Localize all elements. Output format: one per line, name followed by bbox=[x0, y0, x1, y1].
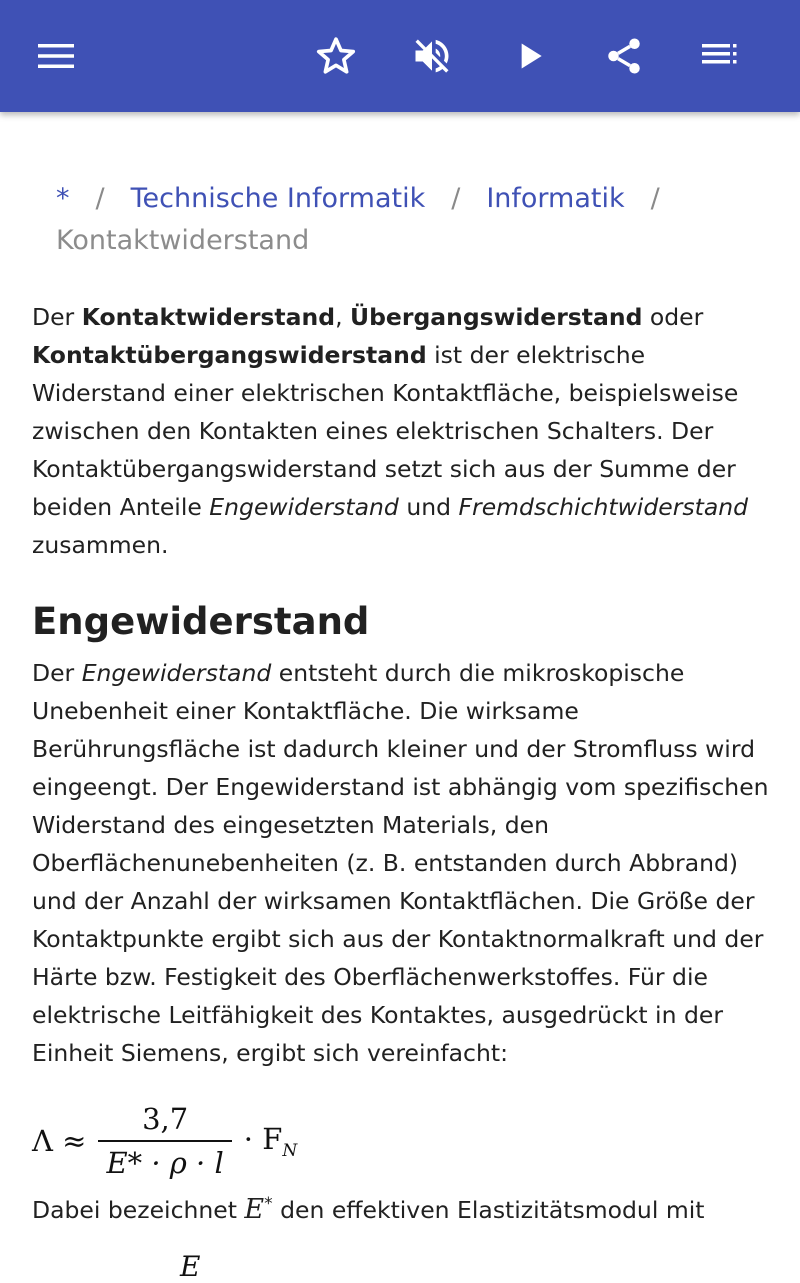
toc-button[interactable] bbox=[692, 28, 748, 84]
section-paragraph: Der Engewiderstand entsteht durch die mikroskopische Unebenheit einer Kontaktfläche. Die wirksame Berührungsfläche ist dadurch kleiner und der Stromfluss wird eingeengt. Der Engewiderstand ist abhängig vom spezifischen Widerstand des eingesetzten Materials, den Oberflächenunebenheiten (z. B. entstanden durch Abbrand) und der Anzahl der wirksamen Kontaktflächen. Die Größe der Kontaktpunkte ergibt sich aus der Kontaktnormalkraft und der Härte bzw. Festigkeit des Oberflächenwerkstoffes. Für die elektrische Leitfähigkeit des Kontaktes, ausgedrückt in der Einheit Siemens, ergibt sich vereinfacht: bbox=[32, 659, 769, 1067]
mute-button[interactable] bbox=[404, 28, 460, 84]
breadcrumb bbox=[56, 178, 776, 262]
app-bar bbox=[0, 0, 800, 112]
breadcrumb-separator: / bbox=[650, 183, 660, 214]
intro-paragraph: Der Kontaktwiderstand, Übergangswiderstand oder Kontaktübergangswiderstand ist der elektrische Widerstand einer elektrischen Kontaktfläche, beispielsweise zwischen den Kontakten eines elektrischen Schalters. Der Kontaktübergangswiderstand setzt sich aus der Summe der beiden Anteile Engewiderstand und Fremdschichtwiderstand zusammen. bbox=[32, 303, 749, 559]
favorite-button[interactable] bbox=[308, 28, 364, 84]
formula-lhs: Λ ≈ bbox=[32, 1124, 87, 1158]
breadcrumb-link-home[interactable]: * bbox=[56, 183, 70, 214]
breadcrumb-separator: / bbox=[451, 183, 461, 214]
menu-button[interactable] bbox=[28, 28, 84, 84]
play-button[interactable] bbox=[502, 28, 558, 84]
formula-partial: E bbox=[180, 1250, 201, 1283]
formula-rhs: · $F_N$ bbox=[243, 1121, 298, 1161]
formula-denominator: E* · ρ · l bbox=[98, 1140, 231, 1180]
breadcrumb-current: Kontaktwiderstand bbox=[56, 225, 310, 256]
formula-fraction bbox=[98, 1102, 231, 1180]
section-heading: Engewiderstand bbox=[32, 600, 370, 643]
conductance-formula bbox=[32, 1102, 297, 1180]
after-formula-paragraph: Dabei bezeichnet E* den effektiven Elastizitätsmodul mit bbox=[32, 1193, 705, 1225]
breadcrumb-separator: / bbox=[95, 183, 105, 214]
breadcrumb-link-technische-informatik[interactable]: Technische Informatik bbox=[130, 183, 426, 214]
menu-icon bbox=[36, 41, 76, 71]
share-button[interactable] bbox=[596, 28, 652, 84]
formula-numerator: 3,7 bbox=[142, 1102, 189, 1136]
star-outline-icon bbox=[314, 34, 358, 78]
play-icon bbox=[510, 36, 550, 76]
share-icon bbox=[603, 35, 645, 77]
breadcrumb-link-informatik[interactable]: Informatik bbox=[486, 183, 625, 214]
volume-off-icon bbox=[410, 34, 454, 78]
list-icon bbox=[700, 41, 740, 71]
